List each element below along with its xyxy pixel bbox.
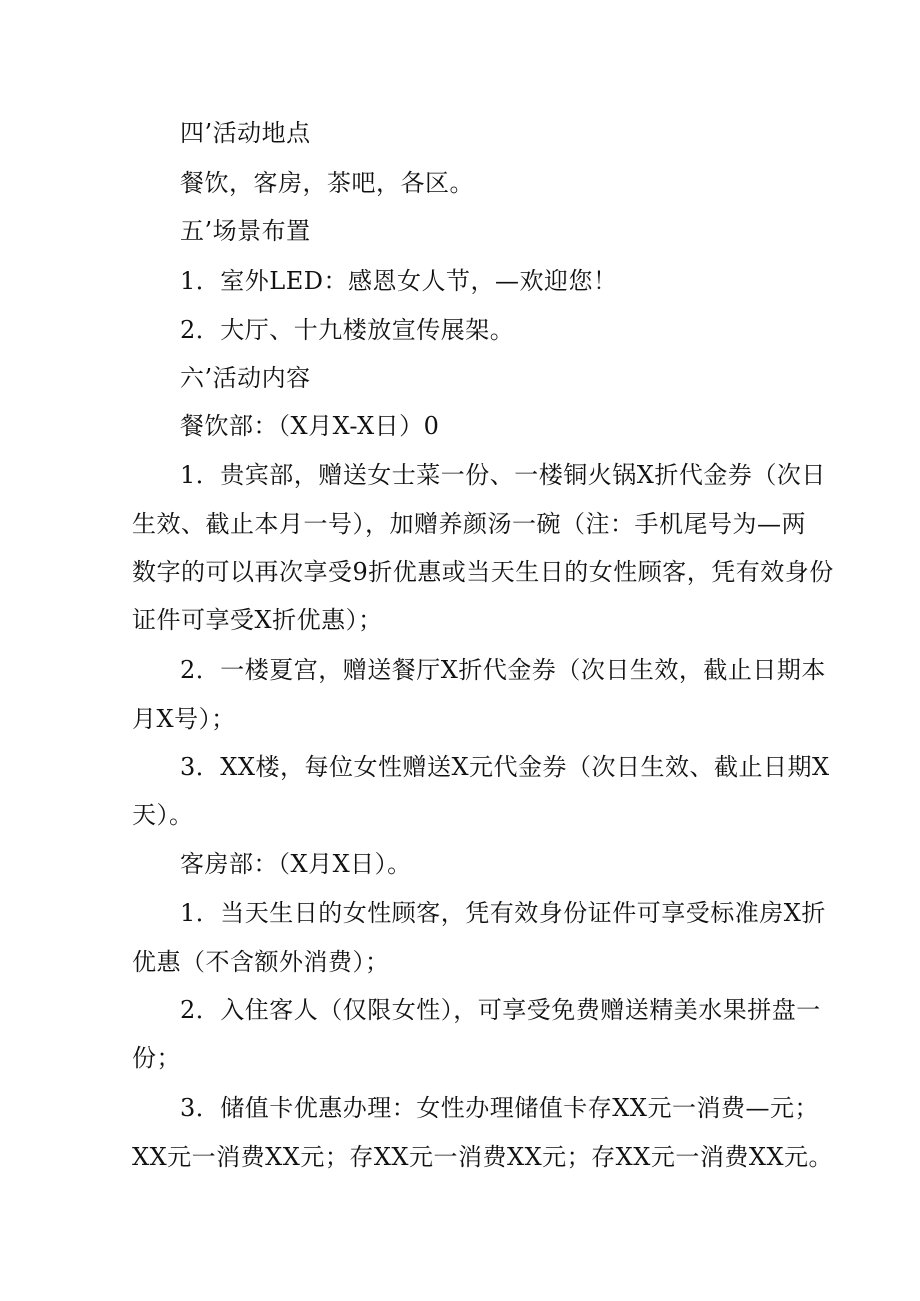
catering-item-1-line-4: 证件可享受X折优惠）； <box>132 606 383 634</box>
catering-item-3-line-2: 天）。 <box>132 801 194 829</box>
rooms-item-1-line-2: 优惠（不含额外消费）； <box>132 948 390 976</box>
catering-item-1-line-3: 数字的可以再次享受9折优惠或当天生日的女性顾客，凭有效身份 <box>132 558 834 586</box>
catering-title: 餐饮部：（X月X-X日）0 <box>180 412 440 440</box>
venue-text: 餐饮，客房，茶吧，各区。 <box>180 169 474 197</box>
rooms-title: 客房部：（X月X日）。 <box>180 850 412 878</box>
scene-item-2: 2．大厅、十九楼放宣传展架。 <box>180 316 515 344</box>
rooms-item-2-line-2: 份； <box>132 1044 181 1072</box>
scene-item-1: 1．室外LED：感恩女人节，—欢迎您！ <box>180 267 618 295</box>
catering-item-2-line-2: 月X号）； <box>132 705 236 733</box>
heading-venue: 四’活动地点 <box>180 119 311 147</box>
rooms-item-2-line-1: 2．入住客人（仅限女性），可享受免费赠送精美水果拼盘一 <box>180 996 821 1024</box>
catering-item-3-line-1: 3．XX楼，每位女性赠送X元代金券（次日生效、截止日期X <box>180 753 830 781</box>
heading-content: 六’活动内容 <box>180 364 311 392</box>
catering-item-1-line-1: 1．贵宾部，赠送女士菜一份、一楼铜火锅X折代金券（次日 <box>180 461 826 489</box>
catering-item-1-line-2: 生效、截止本月一号），加赠养颜汤一碗（注：手机尾号为—两 <box>132 510 806 538</box>
catering-item-2-line-1: 2．一楼夏宫，赠送餐厅X折代金券（次日生效，截止日期本 <box>180 656 826 684</box>
rooms-item-3-line-2: XX元一消费XX元；存XX元一消费XX元；存XX元一消费XX元。 <box>132 1143 834 1171</box>
rooms-item-1-line-1: 1．当天生日的女性顾客，凭有效身份证件可享受标准房X折 <box>180 899 826 927</box>
heading-scene: 五’场景布置 <box>180 217 311 245</box>
rooms-item-3-line-1: 3．储值卡优惠办理：女性办理储值卡存XX元一消费—元； <box>180 1094 819 1122</box>
